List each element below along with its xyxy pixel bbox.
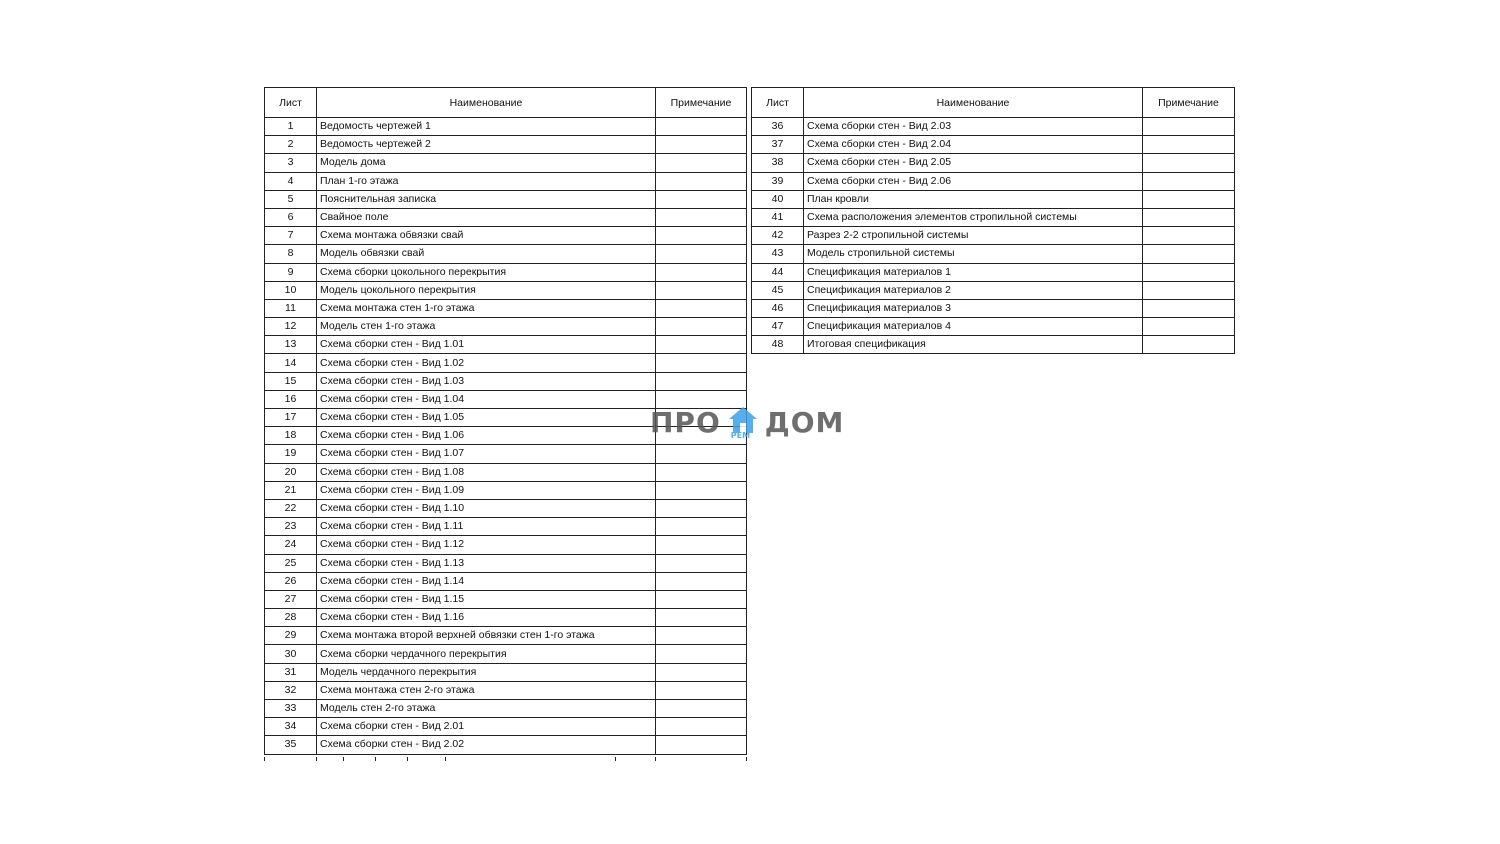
sheet-name-cell: Схема сборки стен - Вид 1.01 <box>317 336 656 354</box>
watermark-subtext: РЕМ <box>730 431 751 440</box>
sheet-name-cell: Схема сборки стен - Вид 1.14 <box>317 572 656 590</box>
table-row <box>265 208 747 226</box>
watermark-text-left: ПРО <box>650 405 721 439</box>
table-row <box>752 281 1235 299</box>
table-body-right <box>752 118 1235 354</box>
note-cell <box>1143 281 1235 299</box>
table-row <box>752 208 1235 226</box>
table-row <box>265 172 747 190</box>
sheet-name-cell: Свайное поле <box>317 208 656 226</box>
sheet-number-cell: 35 <box>265 736 317 754</box>
sheet-number-cell: 7 <box>265 227 317 245</box>
sheet-number-cell: 3 <box>265 154 317 172</box>
table-row <box>265 118 747 136</box>
sheet-name-cell: Модель дома <box>317 154 656 172</box>
sheet-name-cell: Модель чердачного перекрытия <box>317 663 656 681</box>
note-cell <box>656 190 747 208</box>
sheet-name-cell: Схема монтажа стен 2-го этажа <box>317 681 656 699</box>
sheet-number-cell: 42 <box>752 227 804 245</box>
note-cell <box>656 627 747 645</box>
note-cell <box>656 736 747 754</box>
note-cell <box>656 572 747 590</box>
sheet-number-cell: 41 <box>752 208 804 226</box>
table-row <box>265 736 747 754</box>
sheet-number-cell: 29 <box>265 627 317 645</box>
note-cell <box>656 318 747 336</box>
note-cell <box>656 536 747 554</box>
sheet-number-cell: 46 <box>752 299 804 317</box>
sheet-number-cell: 13 <box>265 336 317 354</box>
note-cell <box>656 681 747 699</box>
sheet-name-cell: Схема монтажа второй верхней обвязки стен 1-го этажа <box>317 627 656 645</box>
note-cell <box>656 354 747 372</box>
sheet-number-cell: 21 <box>265 481 317 499</box>
sheet-name-cell: Модель стропильной системы <box>804 245 1143 263</box>
sheet-name-cell: Разрез 2-2 стропильной системы <box>804 227 1143 245</box>
note-cell <box>656 518 747 536</box>
table-row <box>265 518 747 536</box>
sheet-name-cell: Схема сборки стен - Вид 1.07 <box>317 445 656 463</box>
table-row <box>265 718 747 736</box>
sheet-name-cell: Модель цокольного перекрытия <box>317 281 656 299</box>
note-cell <box>656 208 747 226</box>
sheet-name-cell: Схема сборки стен - Вид 1.10 <box>317 499 656 517</box>
table-row <box>265 609 747 627</box>
sheet-number-cell: 15 <box>265 372 317 390</box>
note-cell <box>656 609 747 627</box>
note-cell <box>656 118 747 136</box>
table-row <box>265 136 747 154</box>
table-row <box>265 190 747 208</box>
sheet-number-cell: 28 <box>265 609 317 627</box>
table-row <box>265 154 747 172</box>
note-cell <box>656 481 747 499</box>
sheet-name-cell: Спецификация материалов 4 <box>804 318 1143 336</box>
sheet-name-cell: Схема сборки стен - Вид 2.04 <box>804 136 1143 154</box>
table-row <box>265 263 747 281</box>
sheet-name-cell: План 1-го этажа <box>317 172 656 190</box>
sheet-number-cell: 33 <box>265 700 317 718</box>
sheet-name-cell: Модель обвязки свай <box>317 245 656 263</box>
table-row <box>265 463 747 481</box>
sheet-name-cell: Схема сборки стен - Вид 2.01 <box>317 718 656 736</box>
sheet-name-cell: Схема сборки стен - Вид 1.03 <box>317 372 656 390</box>
sheet-name-cell: Схема сборки стен - Вид 1.15 <box>317 590 656 608</box>
sheet-number-cell: 5 <box>265 190 317 208</box>
note-cell <box>656 663 747 681</box>
column-header-note: Примечание <box>1143 88 1235 118</box>
sheet-name-cell: Схема сборки чердачного перекрытия <box>317 645 656 663</box>
note-cell <box>656 281 747 299</box>
note-cell <box>1143 118 1235 136</box>
note-cell <box>656 590 747 608</box>
sheet-name-cell: Схема расположения элементов стропильной системы <box>804 208 1143 226</box>
sheet-name-cell: Ведомость чертежей 2 <box>317 136 656 154</box>
note-cell <box>1143 318 1235 336</box>
sheet-number-cell: 44 <box>752 263 804 281</box>
sheet-number-cell: 25 <box>265 554 317 572</box>
table-row <box>265 354 747 372</box>
sheet-number-cell: 32 <box>265 681 317 699</box>
note-cell <box>656 554 747 572</box>
note-cell <box>1143 172 1235 190</box>
sheet-number-cell: 45 <box>752 281 804 299</box>
sheet-number-cell: 30 <box>265 645 317 663</box>
sheet-number-cell: 20 <box>265 463 317 481</box>
note-cell <box>1143 227 1235 245</box>
table-row <box>752 245 1235 263</box>
table-row <box>265 645 747 663</box>
table-header-row <box>265 88 747 118</box>
sheet-number-cell: 27 <box>265 590 317 608</box>
note-cell <box>1143 154 1235 172</box>
note-cell <box>656 700 747 718</box>
note-cell <box>656 499 747 517</box>
table-row <box>265 481 747 499</box>
sheet-name-cell: Спецификация материалов 2 <box>804 281 1143 299</box>
note-cell <box>656 263 747 281</box>
sheet-number-cell: 11 <box>265 299 317 317</box>
table-row <box>265 245 747 263</box>
table-row <box>752 172 1235 190</box>
sheet-number-cell: 23 <box>265 518 317 536</box>
sheet-number-cell: 14 <box>265 354 317 372</box>
sheet-name-cell: Схема сборки стен - Вид 2.06 <box>804 172 1143 190</box>
table-row <box>265 281 747 299</box>
sheet-name-cell: Схема сборки стен - Вид 2.03 <box>804 118 1143 136</box>
sheet-number-cell: 38 <box>752 154 804 172</box>
sheet-name-cell: Модель стен 1-го этажа <box>317 318 656 336</box>
note-cell <box>1143 336 1235 354</box>
watermark-text-right: ДОМ <box>764 405 845 439</box>
column-header-sheet: Лист <box>752 88 804 118</box>
sheet-number-cell: 8 <box>265 245 317 263</box>
sheet-name-cell: Спецификация материалов 3 <box>804 299 1143 317</box>
sheet-number-cell: 22 <box>265 499 317 517</box>
note-cell <box>656 245 747 263</box>
column-header-name: Наименование <box>317 88 656 118</box>
sheet-number-cell: 4 <box>265 172 317 190</box>
sheet-number-cell: 2 <box>265 136 317 154</box>
sheet-number-cell: 17 <box>265 409 317 427</box>
sheet-number-cell: 36 <box>752 118 804 136</box>
sheet-number-cell: 9 <box>265 263 317 281</box>
sheet-number-cell: 37 <box>752 136 804 154</box>
sheet-name-cell: Спецификация материалов 1 <box>804 263 1143 281</box>
sheet-name-cell: Схема сборки стен - Вид 1.13 <box>317 554 656 572</box>
sheet-number-cell: 43 <box>752 245 804 263</box>
column-header-sheet: Лист <box>265 88 317 118</box>
sheet-name-cell: Схема сборки стен - Вид 1.12 <box>317 536 656 554</box>
sheet-name-cell: Схема сборки стен - Вид 2.05 <box>804 154 1143 172</box>
sheet-name-cell: Схема сборки стен - Вид 1.16 <box>317 609 656 627</box>
table-row <box>265 227 747 245</box>
note-cell <box>656 336 747 354</box>
table-row <box>752 263 1235 281</box>
note-cell <box>656 445 747 463</box>
sheet-name-cell: Схема монтажа обвязки свай <box>317 227 656 245</box>
table-row <box>752 118 1235 136</box>
note-cell <box>656 645 747 663</box>
column-header-note: Примечание <box>656 88 747 118</box>
table-row <box>265 499 747 517</box>
table-row <box>265 590 747 608</box>
table-row <box>752 336 1235 354</box>
sheet-number-cell: 48 <box>752 336 804 354</box>
table-row <box>752 299 1235 317</box>
sheet-name-cell: Схема сборки стен - Вид 1.04 <box>317 390 656 408</box>
note-cell <box>656 299 747 317</box>
table-row <box>752 136 1235 154</box>
sheet-number-cell: 6 <box>265 208 317 226</box>
sheet-number-cell: 16 <box>265 390 317 408</box>
table-row <box>265 299 747 317</box>
note-cell <box>656 154 747 172</box>
note-cell <box>1143 136 1235 154</box>
sheet-number-cell: 19 <box>265 445 317 463</box>
sheet-number-cell: 39 <box>752 172 804 190</box>
note-cell <box>656 172 747 190</box>
sheet-name-cell: Схема сборки стен - Вид 1.06 <box>317 427 656 445</box>
column-header-name: Наименование <box>804 88 1143 118</box>
sheet-number-cell: 12 <box>265 318 317 336</box>
sheet-name-cell: Схема сборки стен - Вид 1.08 <box>317 463 656 481</box>
table-row <box>752 190 1235 208</box>
sheet-name-cell: Схема сборки стен - Вид 1.11 <box>317 518 656 536</box>
table-row <box>265 572 747 590</box>
note-cell <box>656 463 747 481</box>
table-row <box>265 681 747 699</box>
sheet-number-cell: 10 <box>265 281 317 299</box>
table-row <box>752 227 1235 245</box>
note-cell <box>1143 208 1235 226</box>
table-cut-row <box>264 757 747 761</box>
table-row <box>265 445 747 463</box>
note-cell <box>1143 299 1235 317</box>
sheet-name-cell: Схема сборки стен - Вид 2.02 <box>317 736 656 754</box>
note-cell <box>656 136 747 154</box>
sheet-name-cell: Ведомость чертежей 1 <box>317 118 656 136</box>
sheet-number-cell: 34 <box>265 718 317 736</box>
table-row <box>752 318 1235 336</box>
note-cell <box>1143 263 1235 281</box>
table-row <box>265 700 747 718</box>
sheet-name-cell: Модель стен 2-го этажа <box>317 700 656 718</box>
sheet-name-cell: План кровли <box>804 190 1143 208</box>
sheet-number-cell: 24 <box>265 536 317 554</box>
table-row <box>265 554 747 572</box>
sheet-number-cell: 1 <box>265 118 317 136</box>
table-row <box>265 336 747 354</box>
table-row <box>752 154 1235 172</box>
sheet-number-cell: 47 <box>752 318 804 336</box>
note-cell <box>1143 245 1235 263</box>
note-cell <box>656 372 747 390</box>
watermark-logo <box>650 402 844 442</box>
drawings-list-table-right <box>751 87 1235 354</box>
sheet-name-cell: Пояснительная записка <box>317 190 656 208</box>
note-cell <box>656 227 747 245</box>
sheet-name-cell: Схема сборки цокольного перекрытия <box>317 263 656 281</box>
sheet-number-cell: 18 <box>265 427 317 445</box>
sheet-name-cell: Схема сборки стен - Вид 1.02 <box>317 354 656 372</box>
house-icon <box>727 405 759 439</box>
note-cell <box>656 718 747 736</box>
table-row <box>265 627 747 645</box>
table-row <box>265 536 747 554</box>
table-header-row <box>752 88 1235 118</box>
sheet-name-cell: Схема сборки стен - Вид 1.05 <box>317 409 656 427</box>
table-row <box>265 318 747 336</box>
table-row <box>265 372 747 390</box>
sheet-name-cell: Схема монтажа стен 1-го этажа <box>317 299 656 317</box>
table-row <box>265 663 747 681</box>
sheet-name-cell: Итоговая спецификация <box>804 336 1143 354</box>
sheet-number-cell: 40 <box>752 190 804 208</box>
sheet-number-cell: 31 <box>265 663 317 681</box>
sheet-name-cell: Схема сборки стен - Вид 1.09 <box>317 481 656 499</box>
sheet-number-cell: 26 <box>265 572 317 590</box>
note-cell <box>1143 190 1235 208</box>
